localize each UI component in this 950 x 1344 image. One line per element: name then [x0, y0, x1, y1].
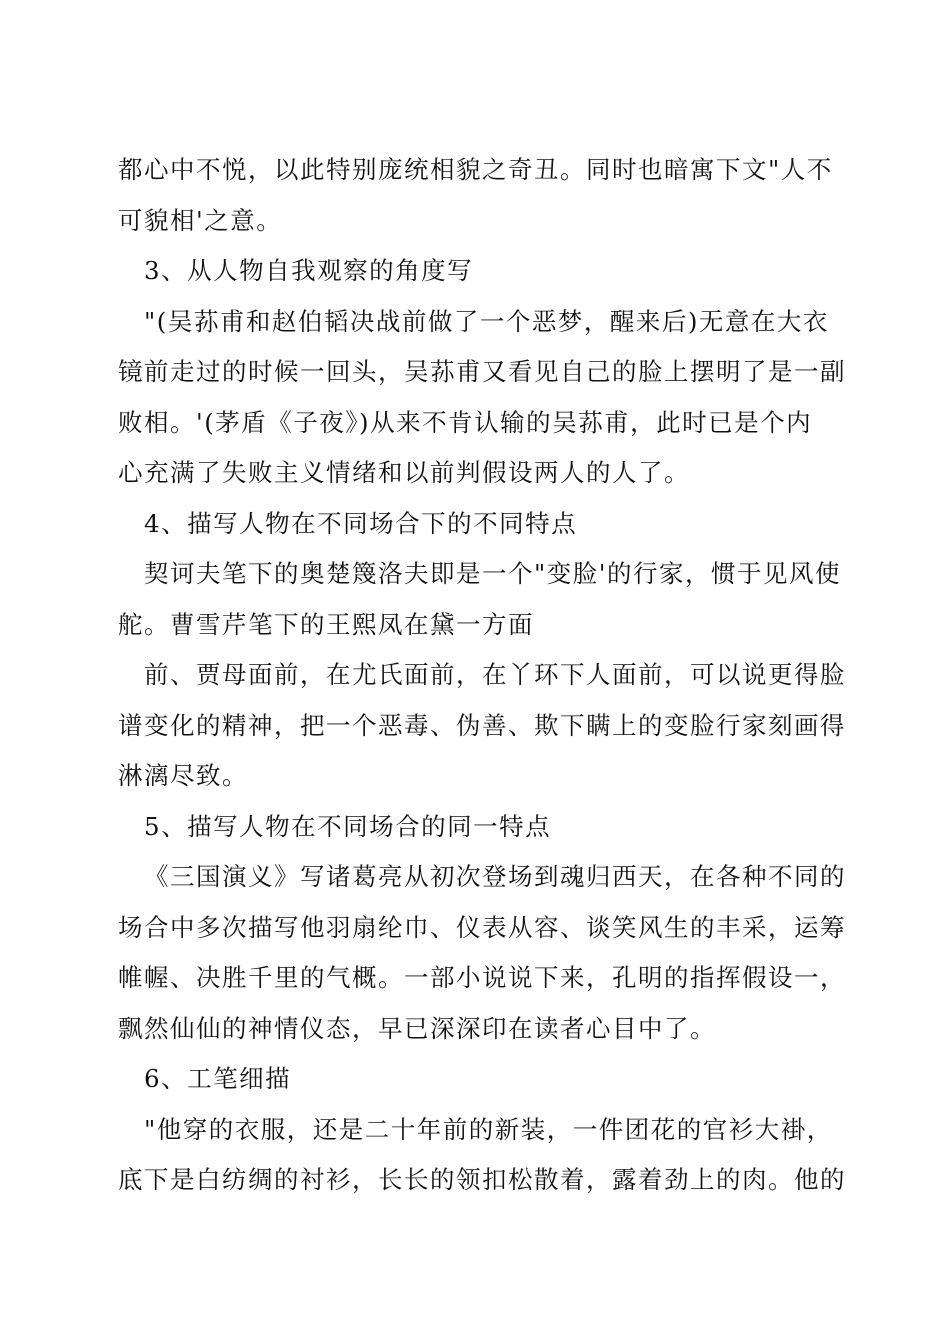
text-line: 飘然仙仙的神情仪态，早已深深印在读者心目中了。 — [118, 1013, 716, 1043]
text-line: 谱变化的精神，把一个恶毒、伪善、欺下瞒上的变脸行家刻画得 — [118, 710, 846, 740]
document-page — [118, 145, 846, 1206]
text-line: 淋漓尽致。 — [118, 761, 248, 790]
text-line: 《三国演义》写诸葛亮从初次登场到魂归西天，在各种不同的 — [144, 862, 846, 891]
text-line: 舵。曹雪芹笔下的王熙凤在黛一方面 — [118, 609, 534, 639]
text-line: 心充满了失败主义情绪和以前判假设两人的人了。 — [118, 458, 690, 487]
text-line: 可貌相'之意。 — [118, 205, 283, 235]
section-heading: 3、从人物自我观察的角度写 — [144, 256, 474, 285]
text-line: 契诃夫笔下的奥楚篾洛夫即是一个"变脸'的行家，惯于见风使 — [144, 559, 842, 588]
text-line: 前、贾母面前，在尤氏面前，在丫环下人面前，可以说更得脸 — [144, 660, 846, 689]
text-line: "他穿的衣服，还是二十年前的新装，一件团花的官衫大褂， — [144, 1114, 833, 1144]
text-line: "(吴荪甫和赵伯韬决战前做了一个恶梦，醒来后)无意在大衣 — [144, 306, 829, 336]
text-line: 镜前走过的时候一回头，吴荪甫又看见自己的脸上摆明了是一副 — [118, 357, 846, 386]
text-line: 败相。'(茅盾《子夜》)从来不肯认输的吴荪甫，此时已是个内 — [118, 407, 813, 437]
text-line: 帷幄、决胜千里的气概。一部小说说下来，孔明的指挥假设一， — [118, 963, 846, 992]
text-line: 底下是白纺绸的衬衫，长长的领扣松散着，露着劲上的肉。他的 — [118, 1165, 846, 1194]
section-heading: 4、描写人物在不同场合下的不同特点 — [144, 508, 578, 538]
text-line: 场合中多次描写他羽扇纶巾、仪表从容、谈笑风生的丰采，运筹 — [118, 912, 846, 942]
text-line: 都心中不悦，以此特别庞统相貌之奇丑。同时也暗寓下文"人不 — [118, 155, 833, 184]
section-heading: 5、描写人物在不同场合的同一特点 — [144, 811, 552, 841]
section-heading: 6、工笔细描 — [144, 1064, 292, 1093]
